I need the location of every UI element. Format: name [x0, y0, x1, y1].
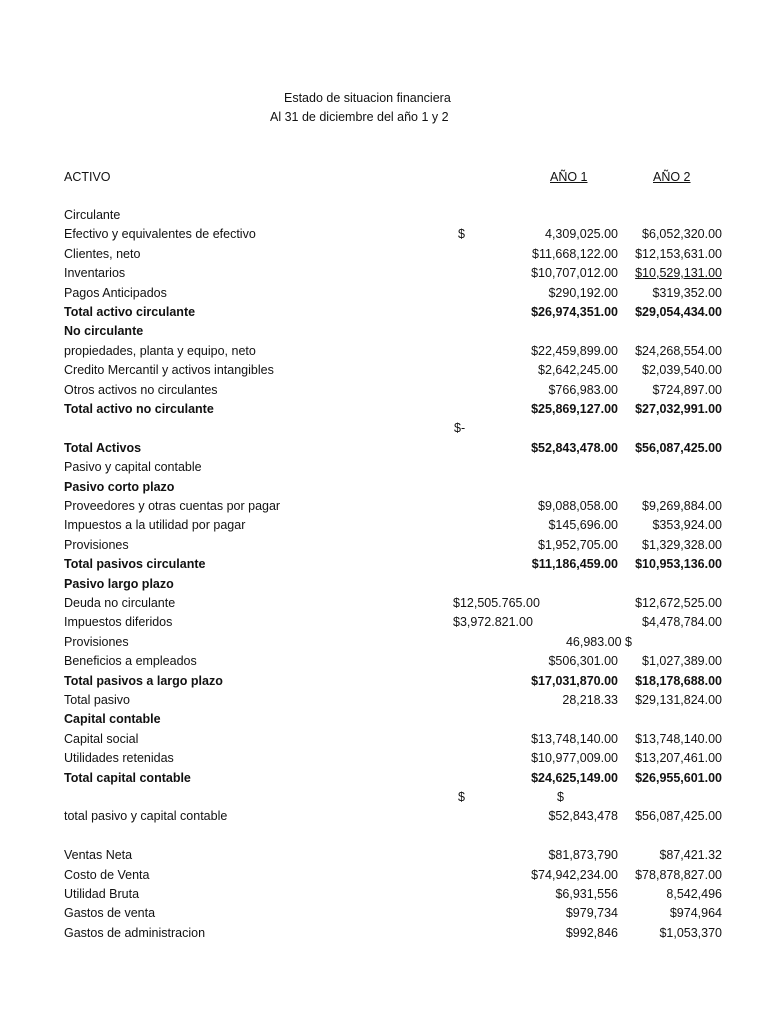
table-row [64, 672, 722, 690]
table-row [64, 691, 722, 709]
value-year2: $26,955,601.00 [635, 771, 722, 785]
value-year2: $10,529,131.00 [635, 266, 722, 280]
value-year2: $724,897.00 [652, 383, 722, 397]
row-label: Credito Mercantil y activos intangibles [64, 363, 274, 377]
currency-prefix: $ [557, 790, 564, 804]
row-label: Total activo no circulante [64, 402, 214, 416]
value-year2: $18,178,688.00 [635, 674, 722, 688]
row-label: Pasivo corto plazo [64, 480, 175, 494]
table-row [64, 885, 722, 903]
value-year1: $979,734 [565, 906, 618, 920]
value-year2: $1,329,328.00 [642, 538, 722, 552]
currency-prefix: $ [458, 790, 465, 804]
currency-prefix: $ [458, 227, 465, 241]
value-year2: $6,052,320.00 [642, 227, 722, 241]
value-year2: $2,039,540.00 [642, 363, 722, 377]
value-year2: $974,964 [669, 906, 722, 920]
row-label: Beneficios a empleados [64, 654, 197, 668]
row-label: Total capital contable [64, 771, 191, 785]
table-row [64, 788, 704, 806]
value-year1: $52,843,478 [548, 809, 618, 823]
column-header-year1: AÑO 1 [550, 170, 588, 184]
table-row [64, 497, 722, 515]
value-year2: $87,421.32 [659, 848, 722, 862]
row-label: Total pasivos a largo plazo [64, 674, 223, 688]
document-subtitle: Al 31 de diciembre del año 1 y 2 [270, 110, 449, 124]
value-year2: 8,542,496 [666, 887, 722, 901]
row-label: Pagos Anticipados [64, 286, 167, 300]
value-year1: $766,983.00 [548, 383, 618, 397]
value-year2: $13,748,140.00 [635, 732, 722, 746]
table-row [64, 536, 722, 554]
value-year2: $353,924.00 [652, 518, 722, 532]
table-row [64, 516, 722, 534]
value-year1: $17,031,870.00 [531, 674, 618, 688]
value-year2: $4,478,784.00 [642, 615, 722, 629]
row-label: propiedades, planta y equipo, neto [64, 344, 256, 358]
currency-prefix: $- [454, 421, 466, 435]
value-year1: $13,748,140.00 [531, 732, 618, 746]
row-label: total pasivo y capital contable [64, 809, 228, 823]
row-label: Clientes, neto [64, 247, 141, 261]
value-year1: $74,942,234.00 [531, 868, 618, 882]
value-year2: $12,153,631.00 [635, 247, 722, 261]
table-row [64, 264, 722, 282]
value-year1: 28,218.33 [562, 693, 618, 707]
value-year2: $29,131,824.00 [635, 693, 722, 707]
row-label: Gastos de venta [64, 906, 156, 920]
row-label: Proveedores y otras cuentas por pagar [64, 499, 281, 513]
column-header-row [64, 168, 704, 186]
row-label: Provisiones [64, 538, 129, 552]
value-year2: $319,352.00 [652, 286, 722, 300]
value-year1: $22,459,899.00 [531, 344, 618, 358]
value-year2: $56,087,425.00 [635, 441, 722, 455]
table-row [64, 245, 722, 263]
value-year1: $81,873,790 [548, 848, 618, 862]
table-row [64, 575, 704, 593]
table-row [64, 439, 722, 457]
row-label: Capital social [64, 732, 139, 746]
value-year1: $6,931,556 [555, 887, 618, 901]
row-label: Impuestos diferidos [64, 615, 173, 629]
table-row [64, 613, 722, 631]
table-row [64, 846, 722, 864]
value-year1: $52,843,478.00 [531, 441, 618, 455]
value-year1: $290,192.00 [548, 286, 618, 300]
row-label: No circulante [64, 324, 144, 338]
value-year2: $24,268,554.00 [635, 344, 722, 358]
table-row [64, 827, 704, 845]
value-year1: $26,974,351.00 [531, 305, 618, 319]
table-row [64, 419, 704, 437]
row-label: Gastos de administracion [64, 926, 206, 940]
value-year1: $11,668,122.00 [532, 247, 618, 261]
table-row [64, 924, 722, 942]
table-row [64, 400, 722, 418]
row-label: Impuestos a la utilidad por pagar [64, 518, 246, 532]
value-year1: $9,088,058.00 [538, 499, 618, 513]
table-row [64, 555, 722, 573]
table-row [64, 342, 722, 360]
value-year1: $992,846 [565, 926, 618, 940]
row-label: Otros activos no circulantes [64, 383, 218, 397]
value-year1: $145,696.00 [548, 518, 618, 532]
table-row [64, 633, 704, 651]
value-year2: $9,269,884.00 [642, 499, 722, 513]
value-year2: $13,207,461.00 [635, 751, 722, 765]
row-label: Utilidades retenidas [64, 751, 174, 765]
table-row [64, 769, 722, 787]
row-label: Circulante [64, 208, 121, 222]
table-row [64, 866, 722, 884]
value-year2: $1,053,370 [659, 926, 722, 940]
row-label: Provisiones [64, 635, 129, 649]
value-year1: $2,642,245.00 [538, 363, 618, 377]
table-row [64, 458, 704, 476]
value-year2: $56,087,425.00 [635, 809, 722, 823]
value-year1: $506,301.00 [548, 654, 618, 668]
value-year2: $29,054,434.00 [635, 305, 722, 319]
row-label: Costo de Venta [64, 868, 150, 882]
row-label: Total pasivo [64, 693, 131, 707]
section-label-activo: ACTIVO [64, 170, 111, 184]
value-year1: $11,186,459.00 [531, 557, 618, 571]
table-row [64, 303, 722, 321]
value-year2: $78,878,827.00 [635, 868, 722, 882]
document-title: Estado de situacion financiera [284, 91, 451, 105]
table-row [64, 322, 704, 340]
table-row [64, 381, 722, 399]
value-year2: $12,672,525.00 [635, 596, 722, 610]
value-year2: $27,032,991.00 [635, 402, 722, 416]
table-row [64, 749, 722, 767]
value-year1: $3,972.821.00 [453, 615, 533, 629]
value-year1: $24,625,149.00 [531, 771, 618, 785]
table-row [64, 206, 704, 224]
value-year1: 4,309,025.00 [545, 227, 618, 241]
value-year1: $12,505.765.00 [453, 596, 540, 610]
row-label: Utilidad Bruta [64, 887, 140, 901]
value-year1: $10,707,012.00 [531, 266, 618, 280]
value-year1: $25,869,127.00 [531, 402, 618, 416]
row-label: Total Activos [64, 441, 142, 455]
row-label: Pasivo largo plazo [64, 577, 174, 591]
table-row [64, 730, 722, 748]
row-label: Total activo circulante [64, 305, 196, 319]
table-row [64, 594, 722, 612]
table-row [64, 807, 722, 825]
table-row [64, 710, 704, 728]
value-year1: $1,952,705.00 [538, 538, 618, 552]
value-year1: $10,977,009.00 [531, 751, 618, 765]
value-year2: $1,027,389.00 [642, 654, 722, 668]
table-row [64, 225, 722, 243]
row-label: Pasivo y capital contable [64, 460, 202, 474]
value-year2: $10,953,136.00 [635, 557, 722, 571]
column-header-year2: AÑO 2 [653, 170, 691, 184]
row-label: Total pasivos circulante [64, 557, 206, 571]
table-row [64, 361, 722, 379]
table-row [64, 478, 704, 496]
row-label: Efectivo y equivalentes de efectivo [64, 227, 256, 241]
table-row [64, 652, 722, 670]
row-label: Ventas Neta [64, 848, 133, 862]
row-label: Inventarios [64, 266, 126, 280]
row-label: Capital contable [64, 712, 161, 726]
table-row [64, 904, 722, 922]
table-row [64, 284, 722, 302]
row-label: Deuda no circulante [64, 596, 176, 610]
value-year1: 46,983.00 $ [565, 635, 632, 649]
